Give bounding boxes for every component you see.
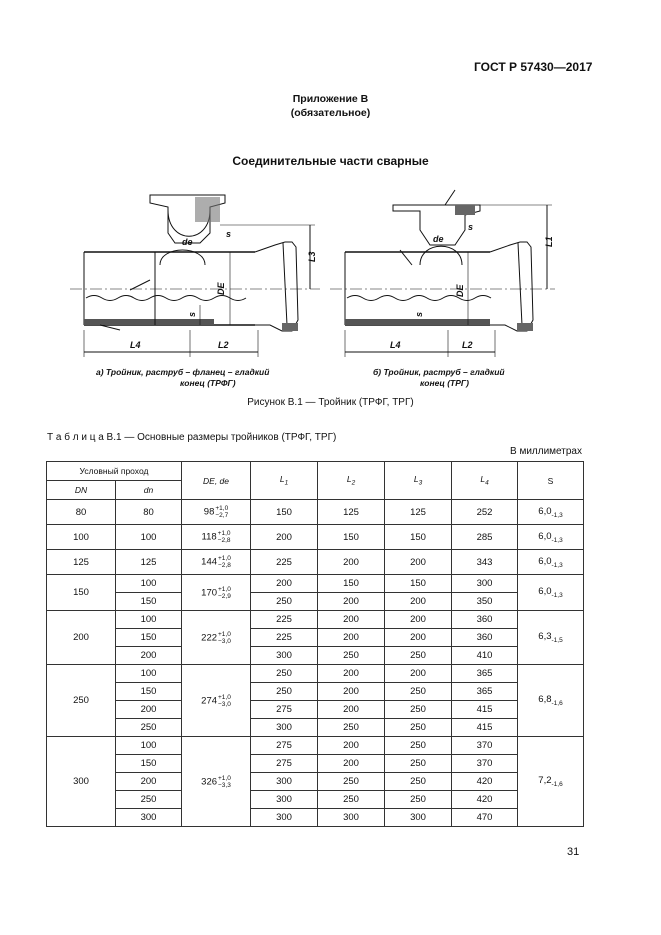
cell-L1: 300 xyxy=(251,719,318,737)
label-L3-a: L3 xyxy=(307,251,317,262)
label-s-b: s xyxy=(468,222,474,232)
cell-L1: 300 xyxy=(251,791,318,809)
cell-L2: 250 xyxy=(318,647,385,665)
table-row xyxy=(47,500,584,525)
cell-DE-de: 118 +1,0 −2,8 xyxy=(182,525,251,550)
cell-L1: 300 xyxy=(251,647,318,665)
cell-L2: 200 xyxy=(318,755,385,773)
cell-L1: 275 xyxy=(251,755,318,773)
cell-dn: 100 xyxy=(116,575,182,593)
table-row xyxy=(47,629,584,647)
cell-L1: 150 xyxy=(251,500,318,525)
cell-dn: 200 xyxy=(116,647,182,665)
figure-caption-b-line2: конец (ТРГ) xyxy=(420,378,469,388)
header-DN: DN xyxy=(47,481,116,500)
table-row xyxy=(47,525,584,550)
figure-caption: Рисунок В.1 — Тройник (ТРФГ, ТРГ) xyxy=(247,397,414,408)
cell-dn: 250 xyxy=(116,719,182,737)
cell-L4: 470 xyxy=(452,809,518,827)
page-number: 31 xyxy=(567,846,580,858)
cell-L4: 300 xyxy=(452,575,518,593)
cell-L3: 250 xyxy=(385,791,452,809)
table-row xyxy=(47,773,584,791)
cell-L3: 200 xyxy=(385,593,452,611)
cell-L4: 350 xyxy=(452,593,518,611)
table-row xyxy=(47,647,584,665)
cell-dn: 150 xyxy=(116,755,182,773)
table-row xyxy=(47,701,584,719)
header-L1: $L_1$ xyxy=(251,462,318,500)
table-row xyxy=(47,683,584,701)
cell-S: $6,0_{-1,3}$ xyxy=(518,575,584,611)
label-L4-b: L4 xyxy=(390,340,401,350)
tee-drawing-b xyxy=(330,190,555,357)
cell-L2: 250 xyxy=(318,791,385,809)
cell-dn: 250 xyxy=(116,791,182,809)
cell-DE-de: 326 +1,0 −3,3 xyxy=(182,737,251,827)
cell-S: $6,3_{-1,5}$ xyxy=(518,611,584,665)
cell-L3: 200 xyxy=(385,611,452,629)
label-L4-a: L4 xyxy=(130,340,141,350)
cell-dn: 100 xyxy=(116,611,182,629)
cell-DN: 100 xyxy=(47,525,116,550)
cell-L1: 250 xyxy=(251,683,318,701)
cell-L3: 150 xyxy=(385,525,452,550)
cell-DN: 125 xyxy=(47,550,116,575)
section-title: Соединительные части сварные xyxy=(232,154,429,168)
cell-L1: 225 xyxy=(251,629,318,647)
cell-dn: 100 xyxy=(116,665,182,683)
table-row xyxy=(47,755,584,773)
header-L2: $L_2$ xyxy=(318,462,385,500)
header-conditional-pass: Условный проход xyxy=(47,462,182,481)
cell-L4: 360 xyxy=(452,629,518,647)
cell-L3: 250 xyxy=(385,719,452,737)
cell-L1: 300 xyxy=(251,773,318,791)
cell-L2: 200 xyxy=(318,611,385,629)
cell-dn: 200 xyxy=(116,701,182,719)
header-S: S xyxy=(518,462,584,500)
cell-L2: 200 xyxy=(318,701,385,719)
label-de-a: de xyxy=(182,237,193,247)
cell-L4: 365 xyxy=(452,683,518,701)
cell-L3: 250 xyxy=(385,737,452,755)
cell-dn: 150 xyxy=(116,683,182,701)
cell-L4: 252 xyxy=(452,500,518,525)
cell-L4: 370 xyxy=(452,737,518,755)
table-row xyxy=(47,575,584,593)
cell-L2: 200 xyxy=(318,550,385,575)
cell-dn: 100 xyxy=(116,737,182,755)
cell-DN: 300 xyxy=(47,737,116,827)
cell-L3: 250 xyxy=(385,701,452,719)
cell-DE-de: 170 +1,0 −2,9 xyxy=(182,575,251,611)
cell-dn: 100 xyxy=(116,525,182,550)
cell-L3: 200 xyxy=(385,629,452,647)
label-de-b: de xyxy=(433,234,444,244)
label-s1-b: s xyxy=(414,311,424,317)
cell-L4: 420 xyxy=(452,791,518,809)
table-row xyxy=(47,809,584,827)
cell-L1: 275 xyxy=(251,701,318,719)
cell-L2: 150 xyxy=(318,525,385,550)
cell-L3: 200 xyxy=(385,665,452,683)
cell-L3: 200 xyxy=(385,550,452,575)
label-DE-b: DE xyxy=(455,284,465,297)
cell-L3: 250 xyxy=(385,755,452,773)
cell-L1: 250 xyxy=(251,593,318,611)
tee-drawing-a xyxy=(70,195,320,357)
cell-dn: 150 xyxy=(116,593,182,611)
cell-L2: 200 xyxy=(318,593,385,611)
label-L1-b: L1 xyxy=(544,236,554,247)
cell-L4: 420 xyxy=(452,773,518,791)
cell-DN: 150 xyxy=(47,575,116,611)
document-code: ГОСТ Р 57430—2017 xyxy=(474,60,593,74)
cell-L1: 200 xyxy=(251,575,318,593)
cell-S: $6,0_{-1,3}$ xyxy=(518,500,584,525)
cell-L4: 365 xyxy=(452,665,518,683)
cell-L2: 250 xyxy=(318,773,385,791)
cell-DN: 200 xyxy=(47,611,116,665)
cell-L3: 250 xyxy=(385,773,452,791)
cell-DN: 250 xyxy=(47,665,116,737)
cell-L2: 250 xyxy=(318,719,385,737)
table-units: В миллиметрах xyxy=(510,446,582,457)
cell-L3: 250 xyxy=(385,647,452,665)
cell-L1: 275 xyxy=(251,737,318,755)
header-DE-de: DE, de xyxy=(182,462,251,500)
figure-caption-a: а) Тройник, раструб – фланец – гладкий xyxy=(96,367,270,377)
table-body xyxy=(47,500,584,827)
cell-DN: 80 xyxy=(47,500,116,525)
cell-dn: 125 xyxy=(116,550,182,575)
tee-drawing xyxy=(70,185,570,367)
cell-L2: 200 xyxy=(318,683,385,701)
cell-L1: 225 xyxy=(251,611,318,629)
figure-caption-b: б) Тройник, раструб – гладкий xyxy=(373,367,505,377)
cell-L4: 370 xyxy=(452,755,518,773)
cell-L1: 300 xyxy=(251,809,318,827)
cell-L2: 200 xyxy=(318,665,385,683)
annex-subtitle: (обязательное) xyxy=(290,107,371,119)
cell-L1: 200 xyxy=(251,525,318,550)
table-row xyxy=(47,550,584,575)
cell-DE-de: 274 +1,0 −3,0 xyxy=(182,665,251,737)
cell-S: $6,0_{-1,3}$ xyxy=(518,525,584,550)
cell-L4: 415 xyxy=(452,701,518,719)
table-row xyxy=(47,719,584,737)
cell-dn: 80 xyxy=(116,500,182,525)
header-L4: $L_4$ xyxy=(452,462,518,500)
cell-L2: 125 xyxy=(318,500,385,525)
cell-dn: 300 xyxy=(116,809,182,827)
cell-L3: 150 xyxy=(385,575,452,593)
cell-L4: 415 xyxy=(452,719,518,737)
table-row xyxy=(47,791,584,809)
cell-dn: 200 xyxy=(116,773,182,791)
cell-L4: 410 xyxy=(452,647,518,665)
cell-L3: 250 xyxy=(385,683,452,701)
header-dn: dn xyxy=(116,481,182,500)
cell-DE-de: 222 +1,0 −3,0 xyxy=(182,611,251,665)
cell-S: $6,0_{-1,3}$ xyxy=(518,550,584,575)
cell-L1: 250 xyxy=(251,665,318,683)
cell-L3: 125 xyxy=(385,500,452,525)
table-row xyxy=(47,665,584,683)
dimensions-table xyxy=(46,461,584,827)
cell-L2: 200 xyxy=(318,737,385,755)
table-row xyxy=(47,737,584,755)
table-row xyxy=(47,593,584,611)
table-caption: Т а б л и ц а В.1 — Основные размеры тройников (ТРФГ, ТРГ) xyxy=(47,432,337,443)
label-s-a: s xyxy=(226,229,232,239)
cell-L2: 150 xyxy=(318,575,385,593)
cell-dn: 150 xyxy=(116,629,182,647)
cell-L4: 285 xyxy=(452,525,518,550)
cell-L1: 225 xyxy=(251,550,318,575)
label-L2-a: L2 xyxy=(218,340,229,350)
cell-L3: 300 xyxy=(385,809,452,827)
figure-caption-a-line2: конец (ТРФГ) xyxy=(180,378,236,388)
cell-DE-de: 144 +1,0 −2,8 xyxy=(182,550,251,575)
annex-title: Приложение В xyxy=(292,93,369,105)
label-DE-a: DE xyxy=(216,282,226,295)
cell-S: $7,2_{-1,6}$ xyxy=(518,737,584,827)
cell-L4: 343 xyxy=(452,550,518,575)
cell-L4: 360 xyxy=(452,611,518,629)
label-s1-a: s xyxy=(187,311,197,317)
cell-S: $6,8_{-1,6}$ xyxy=(518,665,584,737)
header-L3: $L_3$ xyxy=(385,462,452,500)
label-L2-b: L2 xyxy=(462,340,473,350)
cell-DE-de: 98 +1,0 −2,7 xyxy=(182,500,251,525)
cell-L2: 300 xyxy=(318,809,385,827)
cell-L2: 200 xyxy=(318,629,385,647)
table-row xyxy=(47,611,584,629)
